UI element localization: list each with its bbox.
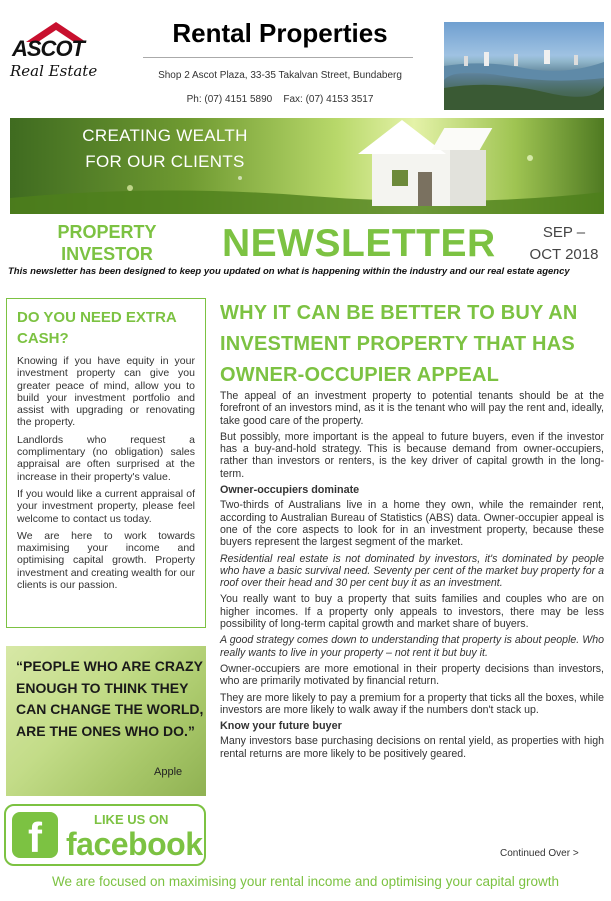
sidebar-title: DO YOU NEED EXTRA CASH? <box>17 309 177 347</box>
quote-text: “PEOPLE WHO ARE CRAZY ENOUGH TO THINK THEY CAN CHANGE THE WORLD, ARE THE ONES WHO DO.” <box>16 658 204 739</box>
ascot-logo <box>8 22 118 84</box>
article-paragraph: The appeal of an investment property to potential tenants should be at the forefront of an investors mind, as it is the tenant who will pay the rent and, ideally, take good care of the property. <box>220 390 604 427</box>
page-title: Rental Properties <box>172 18 388 48</box>
header-divider <box>143 57 413 58</box>
banner-line-2: FOR OUR CLIENTS <box>85 152 245 171</box>
agency-address: Shop 2 Ascot Plaza, 33-35 Takalvan Street, Bundaberg <box>158 70 402 81</box>
house-icon <box>450 150 486 206</box>
facebook-icon: f <box>12 812 58 858</box>
footer-tagline: We are focused on maximising your rental income and optimising your capital growth <box>52 874 559 889</box>
banner-line-1: CREATING WEALTH <box>82 126 248 145</box>
facebook-like-label: LIKE US ON <box>94 812 169 827</box>
article-paragraph: You really want to buy a property that suits families and couples who are on higher incomes. If a property only appeals to investors, there may be less possibility of long-term capital growth and market share of buyers. <box>220 593 604 631</box>
issue-date-line-2: OCT 2018 <box>529 246 599 263</box>
issue-date-line-1: SEP – <box>542 224 586 241</box>
masthead-newsletter: NEWSLETTER <box>222 222 496 265</box>
article-paragraph: Residential real estate is not dominated by investors, it's dominated by people who have a basic survival need. Seventy per cent of the market buy property for a roof over their head and 30 per cent buy it as an investment. <box>220 552 604 590</box>
logo-brand: ASCOT <box>12 36 84 61</box>
facebook-like-button[interactable] <box>4 804 206 866</box>
agency-contact <box>120 94 440 105</box>
article-paragraph: A good strategy comes down to understanding that property is about people. Who really wants to live in your property – not rent it but buy it. <box>220 634 604 659</box>
article-subheading: Know your future buyer <box>220 720 342 733</box>
article-subheading: Owner-occupiers dominate <box>220 484 360 497</box>
quote-author: Apple <box>154 766 183 778</box>
newsletter-intro: This newsletter has been designed to keep you updated on what is happening within the industry and our real estate agency <box>8 266 570 277</box>
city-photo-illustration <box>444 22 604 110</box>
sidebar-paragraph: We are here to work towards maximising your income and optimising capital growth. Property investment and creating wealth for our clients is our passion. <box>17 529 196 592</box>
sidebar-paragraph: Knowing if you have equity in your investment property can give you greater peace of mind, allow you to build your investment portfolio and assist with upgrading or renovating the property. <box>17 355 195 429</box>
article-paragraph: Two-thirds of Australians live in a home they own, while the remainder rent, according to Australian Bureau of Statistics (ABS) data. Owner-occupier appeal is one of the core aspects to look for in an investment property, because these buyers represent the largest segment of the market. <box>220 499 604 549</box>
quote-box <box>6 646 206 796</box>
facebook-wordmark: facebook <box>66 826 203 862</box>
sidebar-paragraph: If you would like a current appraisal of your investment property, please feel welcome to contact us today. <box>17 487 195 525</box>
continued-over-link[interactable]: Continued Over > <box>500 848 579 859</box>
city-river-photo <box>444 22 604 110</box>
article-body <box>220 390 604 764</box>
article-paragraph: They are more likely to pay a premium for a property that ticks all the boxes, while investors are more likely to walk away if the numbers don't stack up. <box>220 691 604 716</box>
extra-cash-sidebar <box>6 298 206 628</box>
article-paragraph: Many investors base purchasing decisions on rental yield, as properties with high rental returns are more likely to be positively geared. <box>220 735 604 760</box>
sidebar-paragraph: Landlords who request a complimentary (no obligation) sales appraisal are often surprised at the increase in their property's value. <box>17 433 195 483</box>
article-paragraph: But possibly, more important is the appeal to future buyers, even if the investor has a buy-and-hold strategy. This is because demand from owner-occupiers, rather than investors or renters, is the key driver of capital growth in the long-term. <box>220 430 604 480</box>
fax-number: Fax: (07) 4153 3517 <box>283 94 374 105</box>
phone-number: Ph: (07) 4151 5890 <box>186 94 273 105</box>
masthead-property: PROPERTY <box>57 222 157 242</box>
article-title: WHY IT CAN BE BETTER TO BUY AN INVESTMENT PROPERTY THAT HAS OWNER-OCCUPIER APPEAL <box>220 302 578 386</box>
article-paragraph: Owner-occupiers are more emotional in their property decisions than investors, who are primarily motivated by financial return. <box>220 662 604 688</box>
masthead-investor: INVESTOR <box>61 244 153 264</box>
logo-subtitle: Real Estate <box>10 62 98 80</box>
